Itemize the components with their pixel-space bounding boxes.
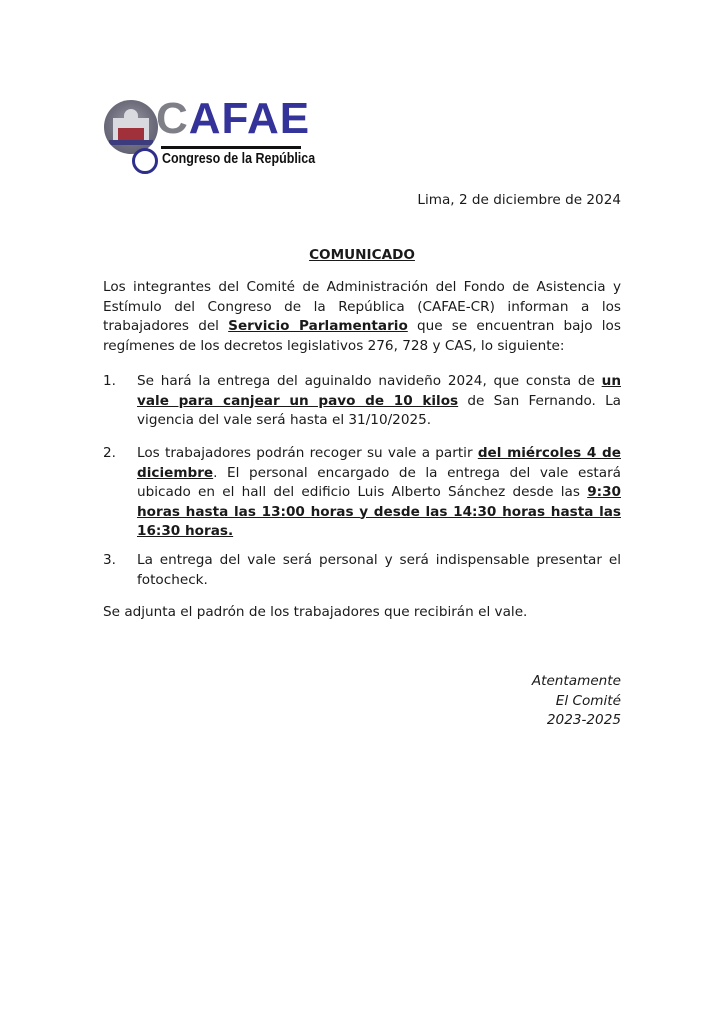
intro-paragraph xyxy=(103,278,621,356)
logo-divider xyxy=(161,146,301,149)
list-item-number: 2. xyxy=(103,445,116,461)
intro-text-2: que se encuentran bajo los regímenes de los decretos legislativos 276, 728 y CAS, lo siguiente: xyxy=(103,318,621,354)
list-item xyxy=(103,372,621,431)
signature-line: Atentamente xyxy=(531,673,621,689)
list-item-text: de San Fernando. La vigencia del vale será hasta el 31/10/2025. xyxy=(137,392,622,428)
list-item-text: . El personal encargado de la entrega del vale estará ubicado en el hall del edificio Luis Alberto Sánchez desde las xyxy=(137,464,621,500)
list-item xyxy=(103,444,621,542)
list-item-text: Se hará la entrega del aguinaldo navideño 2024, que consta de xyxy=(137,373,602,389)
logo-wordmark: CAFAE xyxy=(156,94,311,143)
cafae-logo xyxy=(104,94,316,186)
list-item xyxy=(103,551,621,590)
logo-ring-icon xyxy=(132,148,158,174)
list-item-highlight: 9:30 horas hasta las 13:00 horas y desde las 14:30 horas hasta las 16:30 horas. xyxy=(137,484,621,539)
congress-seal-icon xyxy=(104,100,158,154)
intro-text-1: Los integrantes del Comité de Administración del Fondo de Asistencia y Estímulo del Congreso de la República (CAFAE-CR) informan a los trabajadores del xyxy=(103,279,621,334)
document-date: Lima, 2 de diciembre de 2024 xyxy=(417,192,621,208)
signature-line: El Comité xyxy=(555,692,621,709)
signature-line: 2023-2025 xyxy=(546,712,621,728)
list-item-highlight: del miércoles 4 de diciembre xyxy=(137,445,621,481)
list-item-highlight: un vale para canjear un pavo de 10 kilos xyxy=(137,373,621,409)
closing-paragraph: Se adjunta el padrón de los trabajadores que recibirán el vale. xyxy=(103,604,528,620)
list-item-number: 3. xyxy=(103,552,116,568)
signature-block xyxy=(532,672,621,731)
list-item-number: 1. xyxy=(103,373,116,389)
document-title: COMUNICADO xyxy=(309,247,415,263)
list-item-text: La entrega del vale será personal y será indispensable presentar el fotocheck. xyxy=(137,552,621,588)
list-item-text: Los trabajadores podrán recoger su vale a partir xyxy=(137,445,478,461)
intro-highlight: Servicio Parlamentario xyxy=(228,318,408,334)
logo-subtitle: Congreso de la República xyxy=(162,151,316,167)
